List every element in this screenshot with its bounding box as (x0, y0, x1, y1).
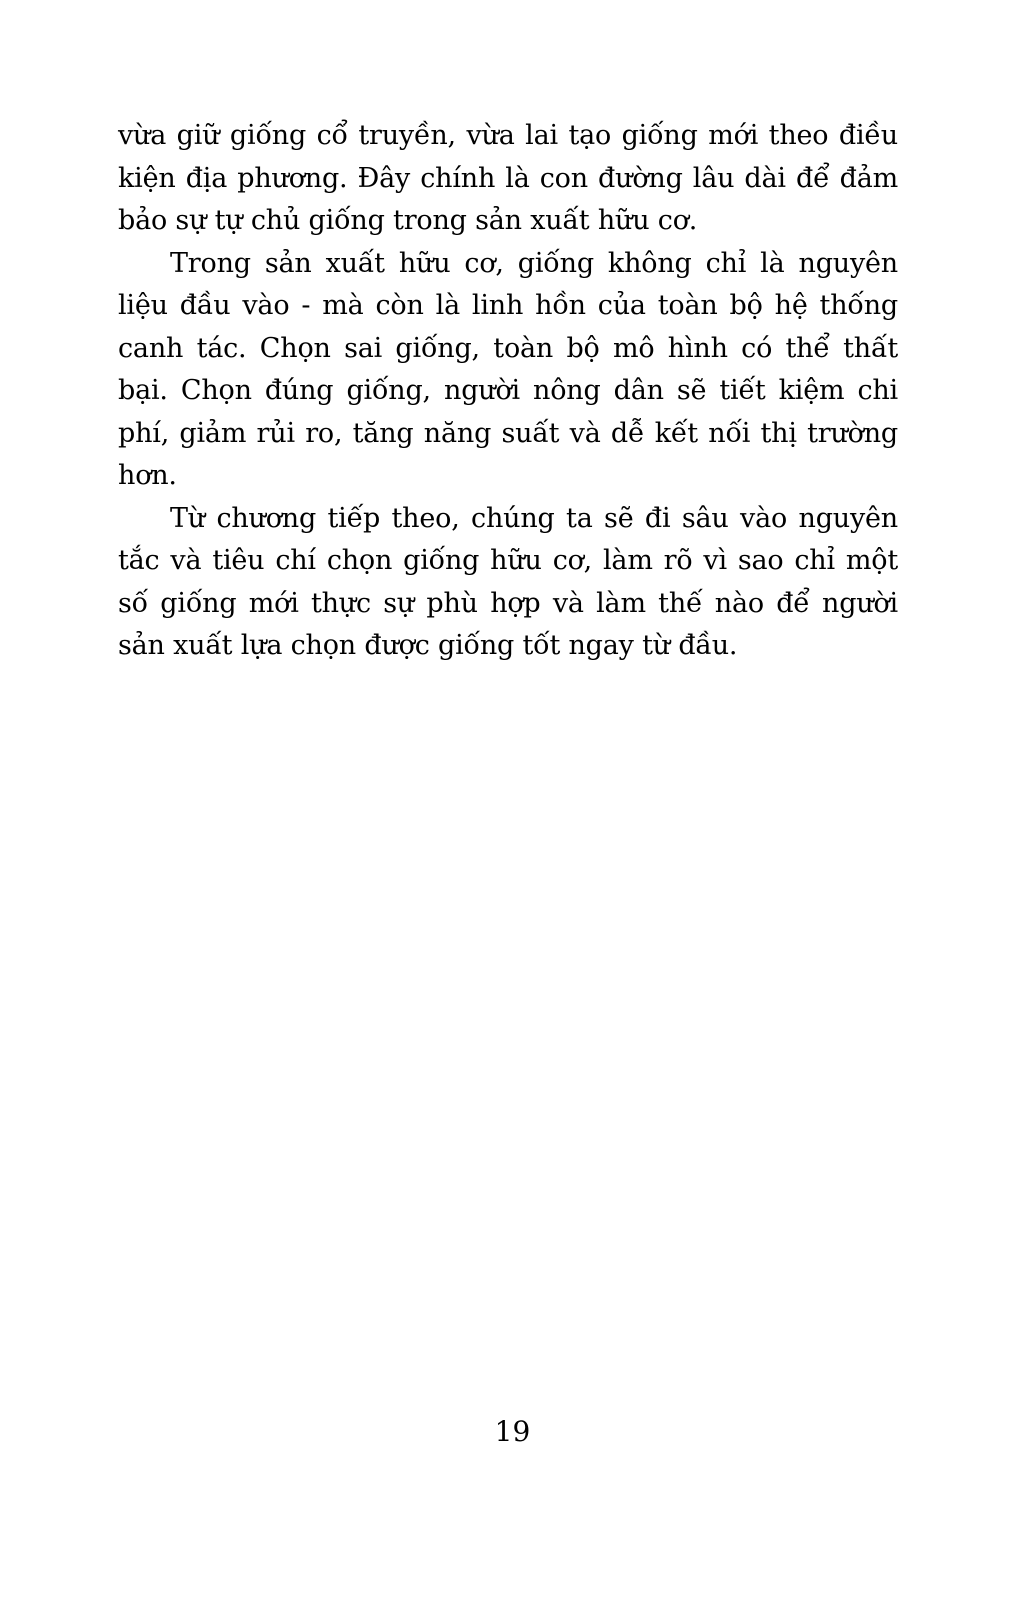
page-number: 19 (494, 1415, 531, 1448)
paragraph-organic-seed-importance: Trong sản xuất hữu cơ, giống không chỉ là nguyên liệu đầu vào - mà còn là linh hồn của toàn bộ hệ thống canh tác. Chọn sai giống, toàn bộ mô hình có thể thất bại. Chọn đúng giống, người nông dân sẽ tiết kiệm chi phí, giảm rủi ro, tăng năng suất và dễ kết nối thị trường hơn. (118, 247, 898, 491)
body-text (118, 115, 898, 668)
paragraph-continuation: vừa giữ giống cổ truyền, vừa lai tạo giống mới theo điều kiện địa phương. Đây chính là con đường lâu dài để đảm bảo sự tự chủ giống trong sản xuất hữu cơ. (118, 120, 898, 236)
paragraph-next-chapter: Từ chương tiếp theo, chúng ta sẽ đi sâu vào nguyên tắc và tiêu chí chọn giống hữu cơ, làm rõ vì sao chỉ một số giống mới thực sự phù hợp và làm thế nào để người sản xuất lựa chọn được giống tốt ngay từ đầu. (118, 502, 898, 661)
